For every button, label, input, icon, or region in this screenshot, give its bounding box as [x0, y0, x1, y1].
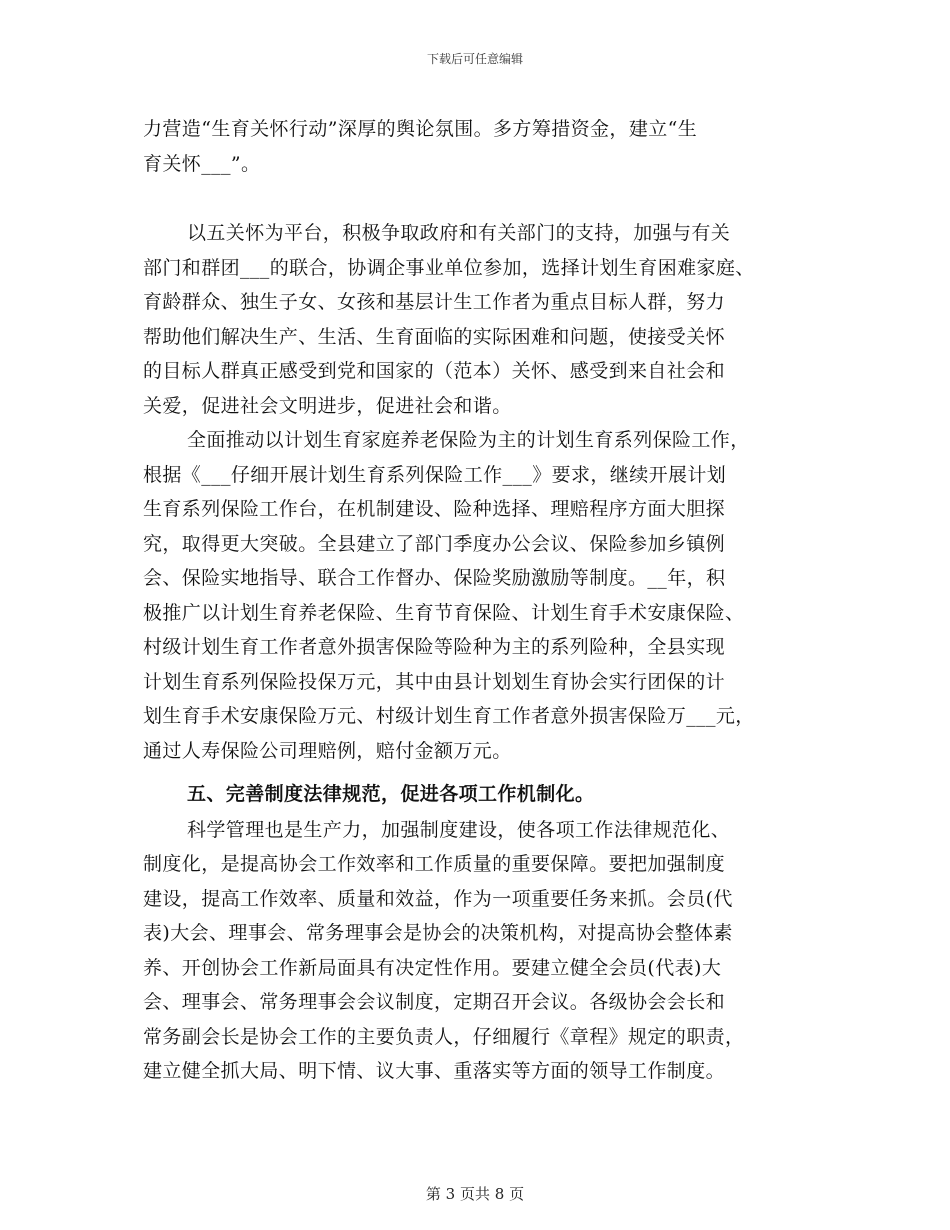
- text-line: 通过人寿保险公司理赔例，赔付金额万元。: [143, 740, 512, 762]
- text-line: 表)大会、理事会、常务理事会是协会的决策机构，对提高协会整体素: [143, 922, 733, 944]
- page-footer: 第 3 页共 8 页: [425, 1185, 525, 1203]
- page-header: 下载后可任意编辑: [426, 52, 523, 66]
- text-line: 村级计划生育工作者意外损害保险等险种为主的系列险种，全县实现: [143, 636, 726, 658]
- text-line: 建立健全抓大局、明下情、议大事、重落实等方面的领导工作制度。: [143, 1060, 726, 1082]
- text-line: 部门和群团___的联合，协调企事业单位参加，选择计划生育困难家庭、: [143, 257, 755, 279]
- text-line: 养、开创协会工作新局面具有决定性作用。要建立健全会员(代表)大: [143, 957, 722, 979]
- text-line: 帮助他们解决生产、生活、生育面临的实际困难和问题，使接受关怀: [143, 326, 726, 348]
- text-line: 建设，提高工作效率、质量和效益，作为一项重要任务来抓。会员(代: [143, 888, 733, 910]
- text-line: 力营造“生育关怀行动”深厚的舆论氛围。多方筹措资金，建立“生: [143, 118, 698, 140]
- text-line: 会、理事会、常务理事会会议制度，定期召开会议。各级协会会长和: [143, 991, 726, 1013]
- text-line: 全面推动以计划生育家庭养老保险为主的计划生育系列保险工作，: [187, 429, 750, 451]
- text-line: 的目标人群真正感受到党和国家的（范本）关怀、感受到来自社会和: [143, 360, 726, 382]
- text-line: 究，取得更大突破。全县建立了部门季度办公会议、保险参加乡镇例: [143, 533, 726, 555]
- text-line: 极推广以计划生育养老保险、生育节育保险、计划生育手术安康保险、: [143, 602, 745, 624]
- text-line: 以五关怀为平台，积极争取政府和有关部门的支持，加强与有关: [187, 222, 731, 244]
- text-line: 生育系列保险工作台，在机制建设、险种选择、理赔程序方面大胆探: [143, 498, 726, 520]
- text-line: 关爱，促进社会文明进步，促进社会和谐。: [143, 395, 512, 417]
- text-line: 会、保险实地指导、联合工作督办、保险奖励激励等制度。__年，积: [143, 567, 726, 589]
- text-line: 制度化，是提高协会工作效率和工作质量的重要保障。要把加强制度: [143, 853, 726, 875]
- text-line: 根据《___仔细开展计划生育系列保险工作___》要求，继续开展计划: [143, 464, 727, 486]
- text-line: 育关怀___”。: [143, 153, 261, 175]
- text-line: 计划生育系列保险投保万元，其中由县计划划生育协会实行团保的计: [143, 671, 726, 693]
- text-line: 育龄群众、独生子女、女孩和基层计生工作者为重点目标人群，努力: [143, 291, 726, 313]
- text-line: 常务副会长是协会工作的主要负责人，仔细履行《章程》规定的职责，: [143, 1026, 745, 1048]
- text-line: 科学管理也是生产力，加强制度建设，使各项工作法律规范化、: [187, 819, 731, 841]
- text-line: 划生育手术安康保险万元、村级计划生育工作者意外损害保险万___元，: [143, 705, 755, 727]
- section-heading: 五、完善制度法律规范，促进各项工作机制化。: [187, 783, 595, 805]
